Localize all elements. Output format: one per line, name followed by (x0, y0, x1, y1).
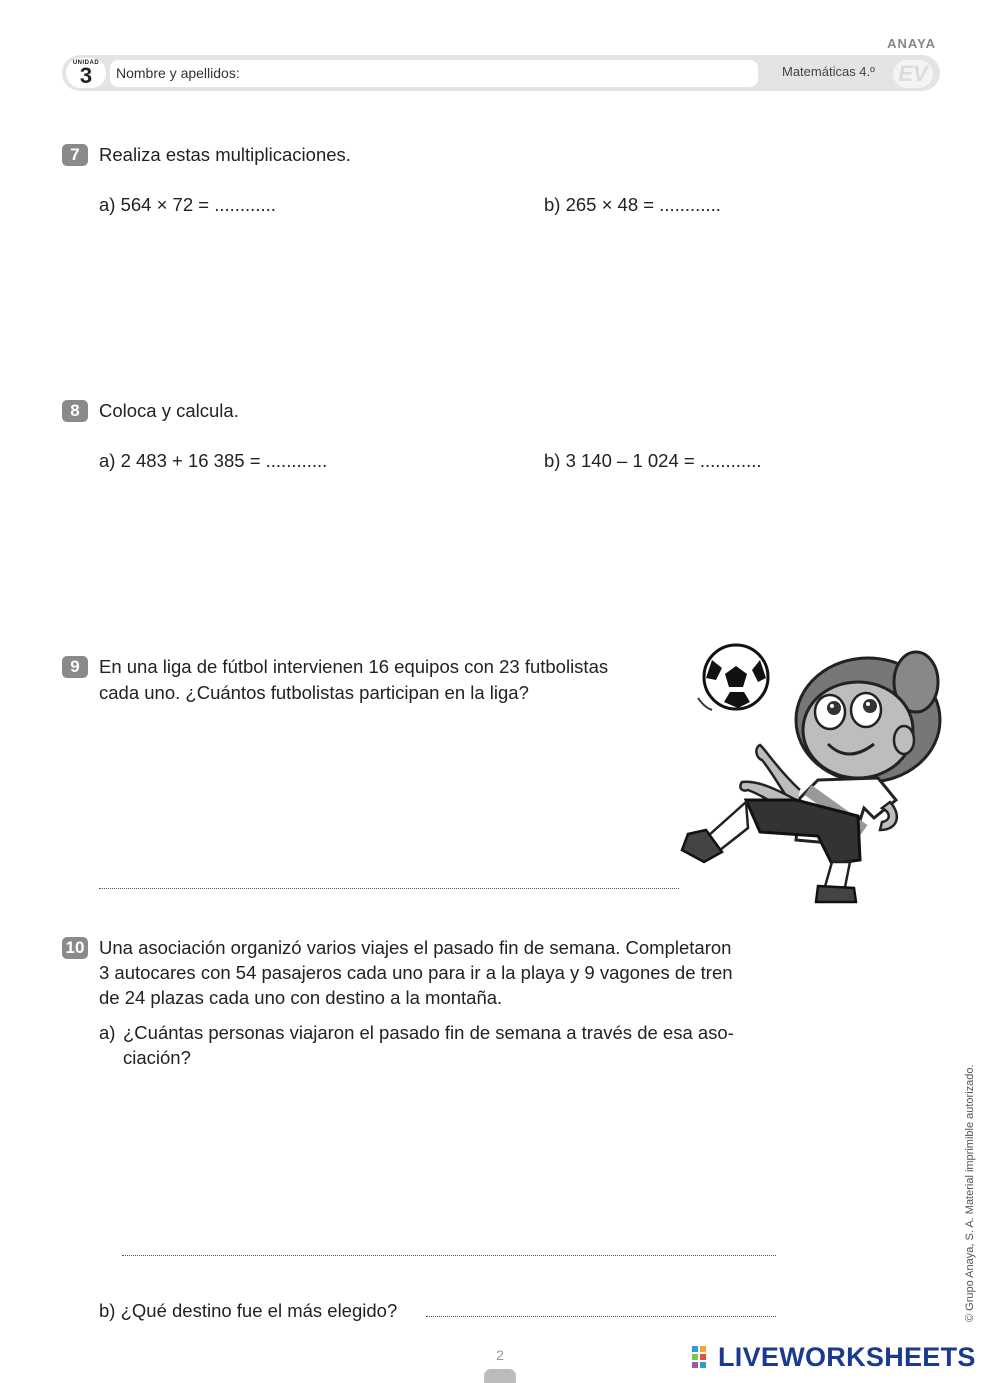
page-number: 2 (496, 1347, 504, 1363)
soccer-ball-icon (698, 645, 768, 710)
question-7a[interactable]: a) 564 × 72 = ............ (99, 194, 276, 215)
publisher-logo: ANAYA (887, 36, 936, 51)
question-9-answer-line[interactable] (99, 888, 679, 889)
question-10-line-2: 3 autocares con 54 pasajeros cada uno para ir a la playa y 9 vagones de tren (99, 962, 733, 983)
question-10b-answer-line[interactable] (426, 1316, 776, 1317)
question-10b-text: b) ¿Qué destino fue el más elegido? (99, 1300, 398, 1321)
unit-badge (66, 58, 106, 88)
girl-illustration (668, 640, 948, 908)
question-10-line-3: de 24 plazas cada uno con destino a la montaña. (99, 987, 503, 1008)
question-10a-line-1: ¿Cuántas personas viajaron el pasado fin de semana a través de esa aso- (123, 1022, 734, 1043)
question-8-number: 8 (62, 400, 88, 422)
question-8-text: Coloca y calcula. (99, 400, 239, 421)
question-10-line-1: Una asociación organizó varios viajes el pasado fin de semana. Completaron (99, 937, 732, 958)
question-9-line-1: En una liga de fútbol intervienen 16 equipos con 23 futbolistas (99, 656, 609, 677)
question-9-number: 9 (62, 656, 88, 678)
question-7-text: Realiza estas multiplicaciones. (99, 144, 351, 165)
question-7b[interactable]: b) 265 × 48 = ............ (544, 194, 721, 215)
question-7-number: 7 (62, 144, 88, 166)
name-field[interactable]: Nombre y apellidos: (110, 60, 758, 87)
question-9-line-2: cada uno. ¿Cuántos futbolistas participan en la liga? (99, 682, 529, 703)
question-8a[interactable]: a) 2 483 + 16 385 = ............ (99, 450, 328, 471)
question-8b[interactable]: b) 3 140 – 1 024 = ............ (544, 450, 762, 471)
question-10a-answer-line[interactable] (122, 1255, 776, 1256)
question-10a-prefix: a) (99, 1022, 116, 1043)
question-10a-line-2: ciación? (123, 1047, 191, 1068)
unit-number: 3 (79, 63, 93, 88)
question-10-number: 10 (62, 937, 88, 959)
copyright-notice: © Grupo Anaya, S. A. Material imprimible autorizado. (964, 1064, 976, 1322)
liveworksheets-logo: LIVEWORKSHEETS (718, 1342, 976, 1372)
subject-label: Matemáticas 4.º (782, 64, 875, 79)
ev-badge: EV (893, 60, 933, 88)
liveworksheets-icon (692, 1346, 714, 1368)
unit-label: UNIDAD (72, 60, 100, 66)
